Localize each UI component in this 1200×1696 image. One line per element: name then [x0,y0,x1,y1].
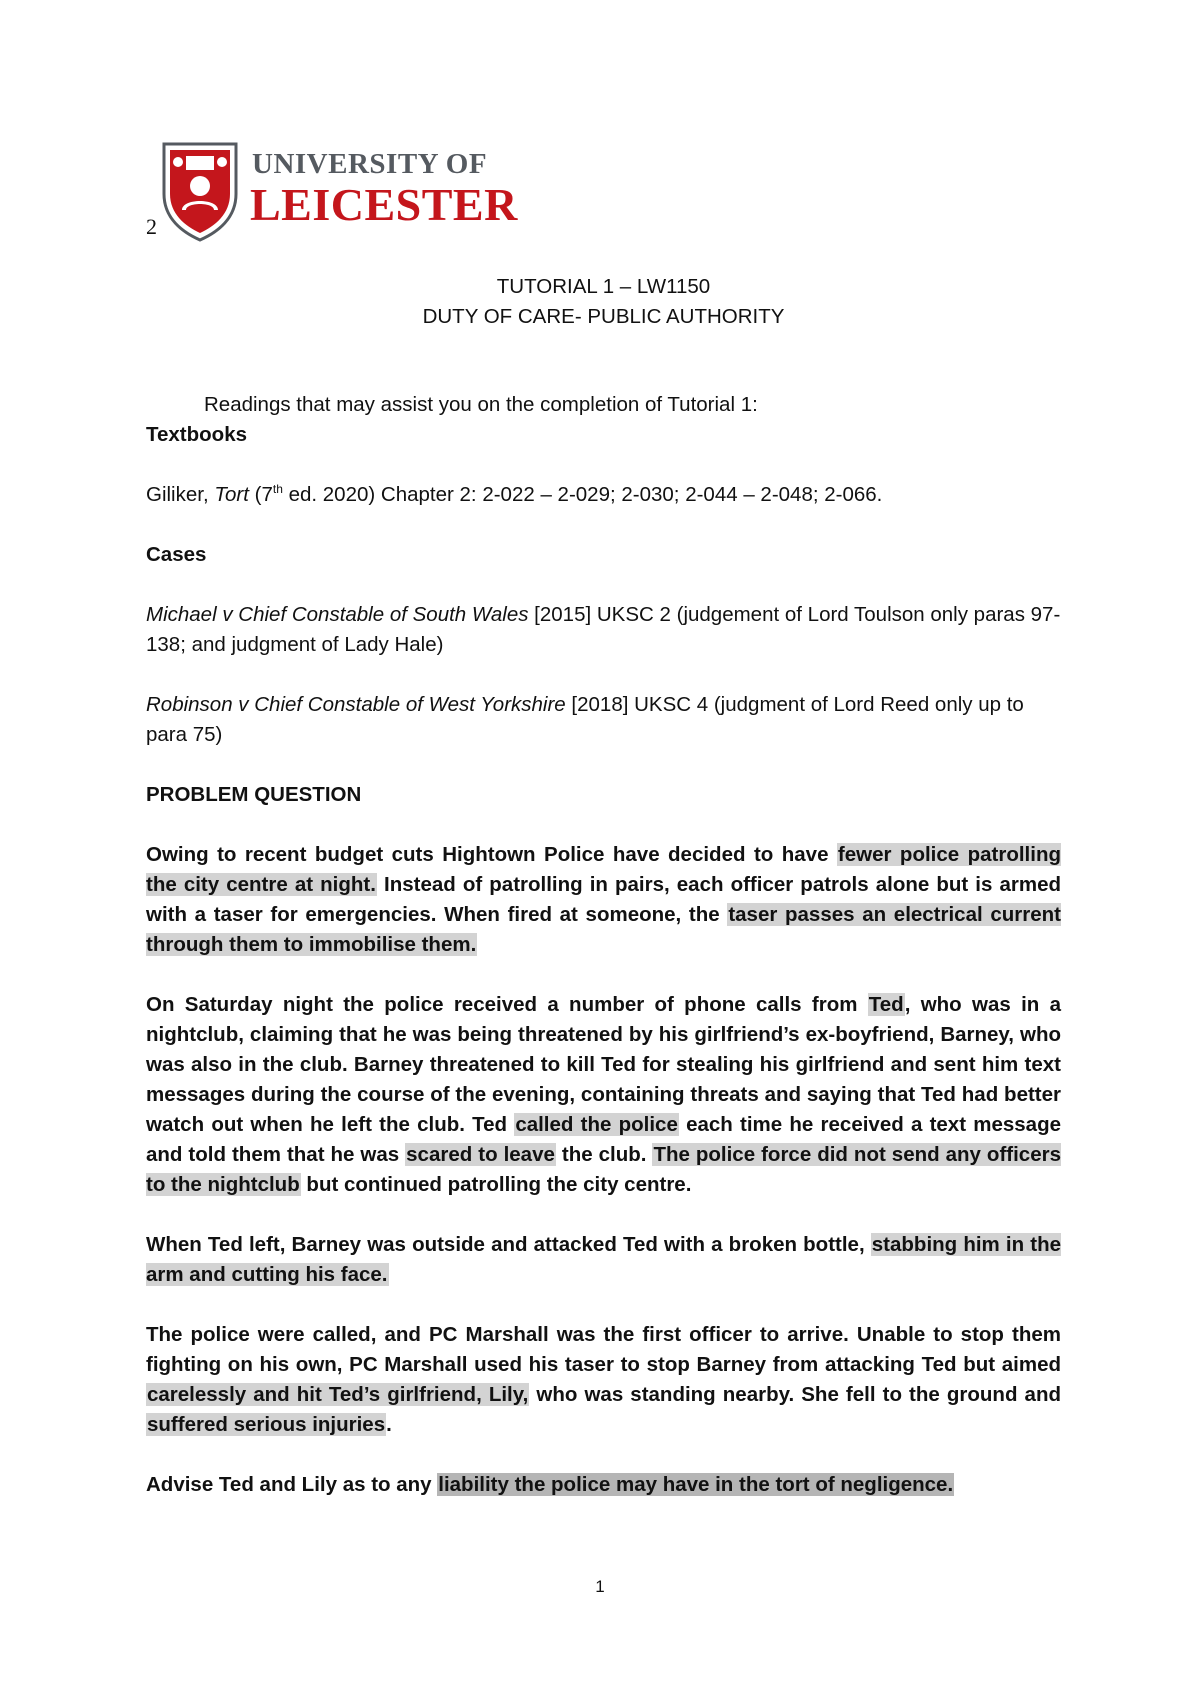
problem-question-heading: PROBLEM QUESTION [146,783,362,806]
logo-line-leicester: LEICESTER [250,179,518,230]
textbook-reference: Giliker, Tort (7th ed. 2020) Chapter 2: 2-022 – 2-029; 2-030; 2-044 – 2-048; 2-066. [146,482,883,506]
highlight: fewer police patrolling the city centre at night. [146,843,1061,896]
title-line-1: TUTORIAL 1 – LW1150 [496,275,711,298]
problem-paragraph-4: The police were called, and PC Marshall was the first officer to arrive. Unable to stop them fighting on his own, PC Marshall used his taser to stop Barney from attacking Ted but aimed carelessly and hit Ted’s girlfriend, Lily, who was standing nearby. She fell to the ground and suffered serious injuries. [146,1323,1061,1436]
cases-heading: Cases [146,543,207,566]
problem-paragraph-3: When Ted left, Barney was outside and attacked Ted with a broken bottle, stabbing him in the arm and cutting his face. [146,1233,1061,1286]
crest-icon [160,142,240,242]
highlight: Ted [868,993,904,1016]
highlight: scared to leave [406,1143,555,1166]
highlight: taser passes an electrical current through them to immobilise them. [146,903,1061,956]
case-michael: Michael v Chief Constable of South Wales [2015] UKSC 2 (judgement of Lord Toulson only paras 97-138; and judgment of Lady Hale) [146,603,1061,656]
highlight: The police force did not send any officers to the nightclub [146,1143,1061,1196]
readings-intro: Readings that may assist you on the completion of Tutorial 1: [204,393,758,416]
highlight: carelessly and hit Ted’s girlfriend, Lily, [147,1383,529,1406]
highlight: suffered serious injuries [147,1413,386,1436]
university-logo [160,142,520,242]
problem-paragraph-2: On Saturday night the police received a number of phone calls from Ted, who was in a nightclub, claiming that he was being threatened by his girlfriend’s ex-boyfriend, Barney, who was also in the club. Barney threatened to kill Ted for stealing his girlfriend and sent him text messages during the course of the evening, containing threats and saying that Ted had better watch out when he left the club. Ted called the police each time he received a text message and told them that he was scared to leave the club. The police force did not send any officers to the nightclub but continued patrolling the city centre. [146,993,1062,1196]
highlight: stabbing him in the arm and cutting his face. [146,1233,1061,1286]
textbooks-heading: Textbooks [146,423,247,446]
stray-number: 2 [146,214,157,239]
problem-paragraph-1: Owing to recent budget cuts Hightown Police have decided to have fewer police patrolling the city centre at night. Instead of patrolling in pairs, each officer patrols alone but is armed with a taser for emergencies. When fired at someone, the taser passes an electrical current through them to immobilise them. [146,843,1061,956]
title-line-2: DUTY OF CARE- PUBLIC AUTHORITY [422,305,785,328]
problem-task: Advise Ted and Lily as to any liability the police may have in the tort of negligence. [146,1473,954,1496]
page-number: 1 [595,1577,605,1596]
document-body [146,272,1061,1500]
title-block [146,272,1061,332]
highlight: liability the police may have in the tort of negligence. [438,1473,954,1496]
highlight: called the police [515,1113,678,1136]
case-robinson: Robinson v Chief Constable of West Yorkshire [2018] UKSC 4 (judgment of Lord Reed only up to para 75) [146,693,1024,746]
logo-line-university-of: UNIVERSITY OF [252,148,488,180]
